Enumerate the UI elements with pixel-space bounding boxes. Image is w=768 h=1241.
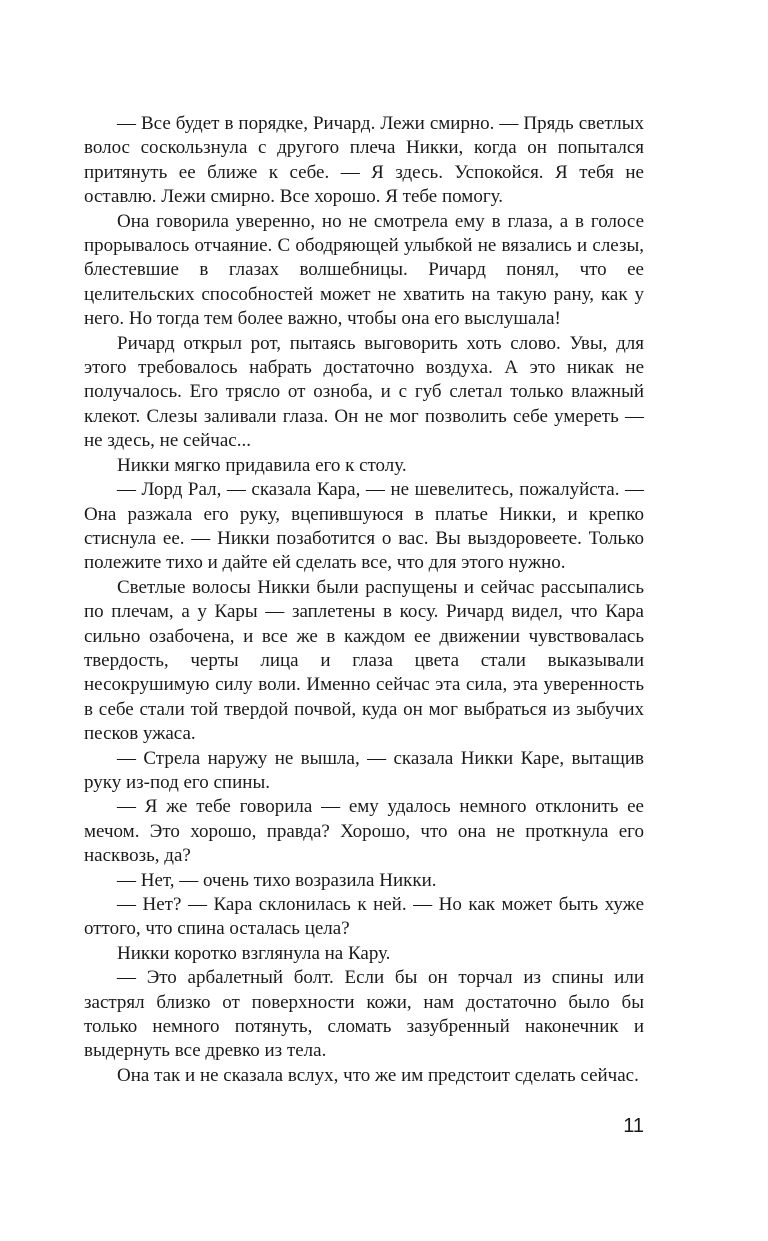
paragraph: — Стрела наружу не вышла, — сказала Никки Каре, вытащив руку из-под его спины.: [84, 747, 644, 793]
paragraph: Ричард открыл рот, пытаясь выговорить хоть слово. Увы, для этого требовалось набрать достаточно воздуха. А это никак не получалось. Его трясло от озноба, и с губ слетал только влажный клекот. Слезы заливали глаза. Он не мог позволить себе умереть — не здесь, не сейчас...: [84, 332, 644, 452]
paragraph: — Я же тебе говорила — ему удалось немного отклонить ее мечом. Это хорошо, правда? Хорошо, что она не проткнула его насквозь, да?: [84, 796, 644, 867]
paragraph: — Все будет в порядке, Ричард. Лежи смирно. — Прядь светлых волос соскользнула с другого плеча Никки, когда он попытался притянуть ее ближе к себе. — Я здесь. Успокойся. Я тебя не оставлю. Лежи смирно. Все хорошо. Я тебе помогу.: [84, 113, 644, 208]
book-page-text: [84, 112, 644, 1088]
paragraph: Никки коротко взглянула на Кару.: [117, 942, 391, 964]
paragraph: Она так и не сказала вслух, что же им предстоит сделать сейчас.: [117, 1064, 639, 1086]
paragraph: — Это арбалетный болт. Если бы он торчал из спины или застрял близко от поверхности кожи, нам достаточно было бы только немного потянуть, сломать зазубренный наконечник и выдернуть все древко из тела.: [84, 967, 644, 1062]
page-number: 11: [623, 1115, 644, 1137]
paragraph: Она говорила уверенно, но не смотрела ему в глаза, а в голосе прорывалось отчаяние. С ободряющей улыбкой не вязались и слезы, блестевшие в глазах волшебницы. Ричард понял, что ее целительских способностей может не хватить на такую рану, как у него. Но тогда тем более важно, чтобы она его выслушала!: [84, 210, 644, 330]
paragraph: — Нет? — Кара склонилась к ней. — Но как может быть хуже оттого, что спина осталась цела?: [84, 894, 644, 940]
paragraph: Светлые волосы Никки были распущены и сейчас рассыпались по плечам, а у Кары — заплетены в косу. Ричард видел, что Кара сильно озабочена, и все же в каждом ее движении чувствовалась твердость, черты лица и глаза цвета стали выказывали несокрушимую силу воли. Именно сейчас эта сила, эта уверенность в себе стали той твердой почвой, куда он мог выбраться из зыбучих песков ужаса.: [84, 576, 644, 745]
paragraph: — Нет, — очень тихо возразила Никки.: [117, 869, 437, 891]
paragraph: Никки мягко придавила его к столу.: [117, 454, 407, 476]
paragraph: — Лорд Рал, — сказала Кара, — не шевелитесь, пожалуйста. — Она разжала его руку, вцепившуюся в платье Никки, и крепко стиснула ее. — Никки позаботится о вас. Вы выздоровеете. Только полежите тихо и дайте ей сделать все, что для этого нужно.: [84, 479, 644, 574]
